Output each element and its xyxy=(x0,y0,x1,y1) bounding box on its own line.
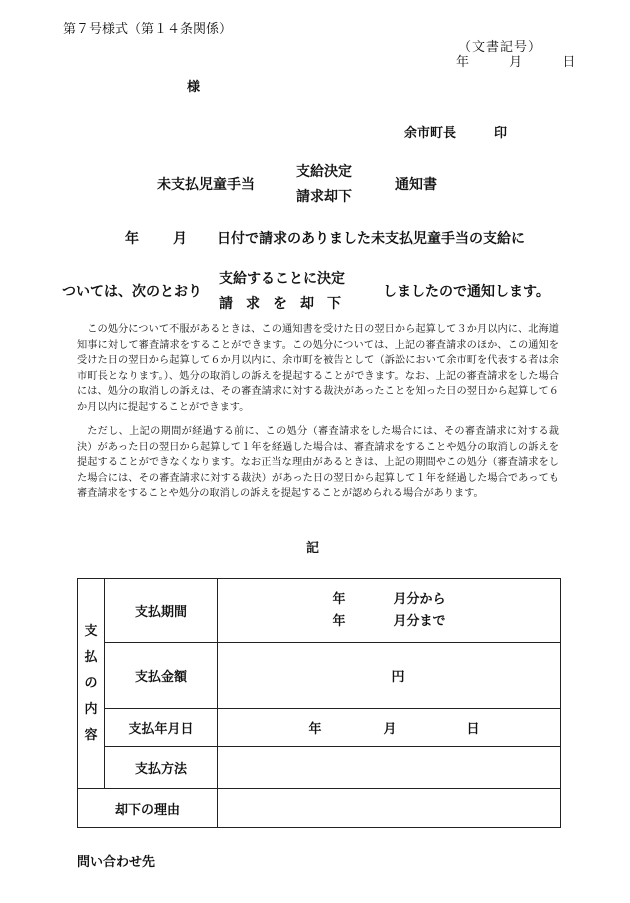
payment-contents-label xyxy=(78,579,105,789)
title-option-decision: 支給決定 xyxy=(296,164,352,180)
form-number: 第７号様式（第１４条関係） xyxy=(63,22,233,37)
period-from-year: 年 xyxy=(332,591,346,607)
payment-date-year: 年 xyxy=(308,722,322,737)
issue-date xyxy=(456,51,575,70)
payment-method-value xyxy=(218,747,561,789)
period-to xyxy=(218,611,560,633)
result-tail: しましたので通知します。 xyxy=(383,284,550,300)
title-option-rejection: 請求却下 xyxy=(296,189,352,205)
recipient-suffix: 様 xyxy=(187,80,201,95)
result-option-decision: 支給することに決定 xyxy=(219,271,345,287)
issuer xyxy=(404,122,507,141)
payment-date-value xyxy=(218,709,561,747)
appeal-notice-paragraph-2: ただし、上記の期間が経過する前に、この処分（審査請求をした場合には、その審査請求に対する裁決）があった日の翌日から起算して１年を経過した場合は、審査請求をすることや処分の取消しの訴えを提起することができなくなります。なお正当な理由があるときは、上記の期間やこの処分（審査請求をした場合には、その審査請求に対する裁決）があった日の翌日から起算して１年を経過した場合であっても審査請求をすることや処分の取消しの訴えを提起することが認められる場合があります。 xyxy=(77,426,559,500)
document-number: （文書記号） xyxy=(458,40,543,55)
payment-period-value xyxy=(218,579,561,643)
result-lead: ついては、次のとおり xyxy=(62,284,202,300)
payment-amount-value xyxy=(218,643,561,709)
period-from-month: 月分から xyxy=(393,591,446,607)
ki-heading: 記 xyxy=(306,541,320,556)
payment-contents-char-4: 内 xyxy=(84,701,98,717)
issue-date-month: 月 xyxy=(509,55,523,70)
payment-amount-label: 支払金額 xyxy=(105,643,218,709)
period-from xyxy=(218,589,560,611)
payment-date-month: 月 xyxy=(383,722,397,737)
issue-date-day: 日 xyxy=(562,55,576,70)
claim-date-month: 月 xyxy=(173,231,187,247)
payment-method-label: 支払方法 xyxy=(105,747,218,789)
payment-contents-char-5: 容 xyxy=(84,727,98,743)
amount-unit: 円 xyxy=(391,670,405,685)
title-main: 未支払児童手当 xyxy=(157,177,255,193)
issue-date-year: 年 xyxy=(456,55,470,70)
appeal-notice-paragraph-1: この処分について不服があるときは、この通知書を受けた日の翌日から起算して３か月以内に、北海道知事に対して審査請求をすることができます。この処分については、上記の審査請求のほか、この通知を受けた日の翌日から起算して６か月以内に、余市町を被告として（訴訟において余市町を代表する者は余市町長となります。）、処分の取消しの訴えを提起することができます。なお、上記の審査請求をした場合には、処分の取消しの訴えは、その審査請求に対する裁決があったことを知った日の翌日から起算して６か月以内に提起することができます。 xyxy=(77,324,559,413)
title-suffix: 通知書 xyxy=(395,177,437,193)
payment-contents-char-3: の xyxy=(84,675,98,691)
payment-details-table xyxy=(77,578,561,828)
period-to-month: 月分まで xyxy=(393,613,446,629)
seal-mark: 印 xyxy=(494,126,508,141)
result-option-rejection: 請求を却下 xyxy=(219,296,354,312)
period-to-year: 年 xyxy=(332,613,346,629)
rejection-reason-label: 却下の理由 xyxy=(78,789,218,828)
inquiry-label: 問い合わせ先 xyxy=(77,855,156,870)
payment-date-label: 支払年月日 xyxy=(105,709,218,747)
payment-contents-char-1: 支 xyxy=(84,623,98,639)
payment-period-label: 支払期間 xyxy=(105,579,218,643)
payment-contents-char-2: 払 xyxy=(84,649,98,665)
claim-text: 日付で請求のありました未支払児童手当の支給に xyxy=(217,231,525,247)
claim-date-year: 年 xyxy=(125,231,139,247)
payment-date-day: 日 xyxy=(466,722,480,737)
issuer-name: 余市町長 xyxy=(404,126,457,141)
rejection-reason-value xyxy=(218,789,561,828)
